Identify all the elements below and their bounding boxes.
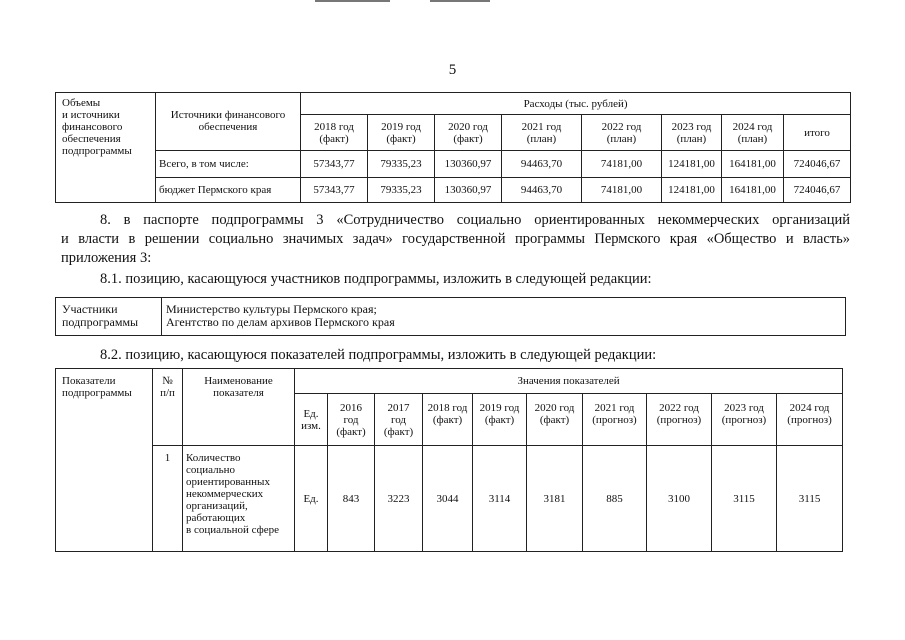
paragraph-8-line-2: и власти в решении социально значимых задач» государственной программы Пермского края «Общество и власть» [61, 231, 850, 247]
cell: 74181,00 [582, 178, 662, 203]
financing-table [55, 92, 851, 203]
cell: 94463,70 [502, 151, 582, 178]
cell: 3181 [527, 446, 583, 552]
paragraph-8-1: 8.1. позицию, касающуюся участников подпрограммы, изложить в следующей редакции: [100, 271, 652, 287]
col-header: 2024 год (план) [722, 115, 784, 151]
cell: 130360,97 [435, 151, 502, 178]
col-header: 2019 год (факт) [473, 394, 527, 446]
cell: 130360,97 [435, 178, 502, 203]
col-header: 2017 год (факт) [375, 394, 423, 446]
sources-header: Источники финансового обеспечения [156, 93, 301, 151]
cell: 843 [328, 446, 375, 552]
cell: 124181,00 [662, 178, 722, 203]
col-header: 2018 год (факт) [301, 115, 368, 151]
paragraph-8-line-1: 8. в паспорте подпрограммы 3 «Сотрудничество социально ориентированных некоммерческих организаций [100, 212, 850, 228]
cell: 3115 [712, 446, 777, 552]
number-header: № п/п [153, 369, 183, 446]
cell: 885 [583, 446, 647, 552]
col-header: 2022 год (план) [582, 115, 662, 151]
scan-artifact [315, 0, 390, 2]
cell: 3114 [473, 446, 527, 552]
row-number: 1 [153, 446, 183, 552]
participants-label: Участники подпрограммы [56, 298, 162, 336]
col-header: 2021 год (прогноз) [583, 394, 647, 446]
values-header: Значения показателей [295, 369, 843, 394]
col-header: итого [784, 115, 851, 151]
cell: 94463,70 [502, 178, 582, 203]
col-header: 2016 год (факт) [328, 394, 375, 446]
scan-artifact [430, 0, 490, 2]
row-label: Всего, в том числе: [156, 151, 301, 178]
col-header: 2019 год (факт) [368, 115, 435, 151]
cell: 74181,00 [582, 151, 662, 178]
indicators-header-label: Показатели подпрограммы [56, 369, 153, 552]
table-row [56, 178, 851, 203]
cell: 3115 [777, 446, 843, 552]
col-header: 2020 год (факт) [527, 394, 583, 446]
cell: 79335,23 [368, 178, 435, 203]
participants-value: Министерство культуры Пермского края; Агентство по делам архивов Пермского края [162, 298, 846, 336]
expenses-header: Расходы (тыс. рублей) [301, 93, 851, 115]
col-header: Ед. изм. [295, 394, 328, 446]
table-row [56, 151, 851, 178]
col-header: 2024 год (прогноз) [777, 394, 843, 446]
col-header: 2023 год (план) [662, 115, 722, 151]
cell: Ед. [295, 446, 328, 552]
cell: 3223 [375, 446, 423, 552]
paragraph-8-line-3: приложения 3: [61, 250, 152, 266]
cell: 164181,00 [722, 178, 784, 203]
table-row [56, 446, 843, 552]
indicator-name: Количество социально ориентированных некоммерческих организаций, работающих в социальной сфере [183, 446, 295, 552]
cell: 57343,77 [301, 178, 368, 203]
cell: 3044 [423, 446, 473, 552]
col-header: 2018 год (факт) [423, 394, 473, 446]
cell: 124181,00 [662, 151, 722, 178]
page-number: 5 [448, 62, 457, 78]
col-header: 2021 год (план) [502, 115, 582, 151]
cell: 724046,67 [784, 178, 851, 203]
cell: 724046,67 [784, 151, 851, 178]
cell: 57343,77 [301, 151, 368, 178]
paragraph-8-2: 8.2. позицию, касающуюся показателей подпрограммы, изложить в следующей редакции: [100, 347, 657, 363]
row-label: бюджет Пермского края [156, 178, 301, 203]
cell: 164181,00 [722, 151, 784, 178]
financing-header-label: Объемы и источники финансового обеспечения подпрограммы [56, 93, 156, 203]
indicator-name-header: Наименование показателя [183, 369, 295, 446]
cell: 3100 [647, 446, 712, 552]
cell: 79335,23 [368, 151, 435, 178]
indicators-table [55, 368, 843, 552]
col-header: 2022 год (прогноз) [647, 394, 712, 446]
col-header: 2023 год (прогноз) [712, 394, 777, 446]
col-header: 2020 год (факт) [435, 115, 502, 151]
participants-table [55, 297, 846, 336]
